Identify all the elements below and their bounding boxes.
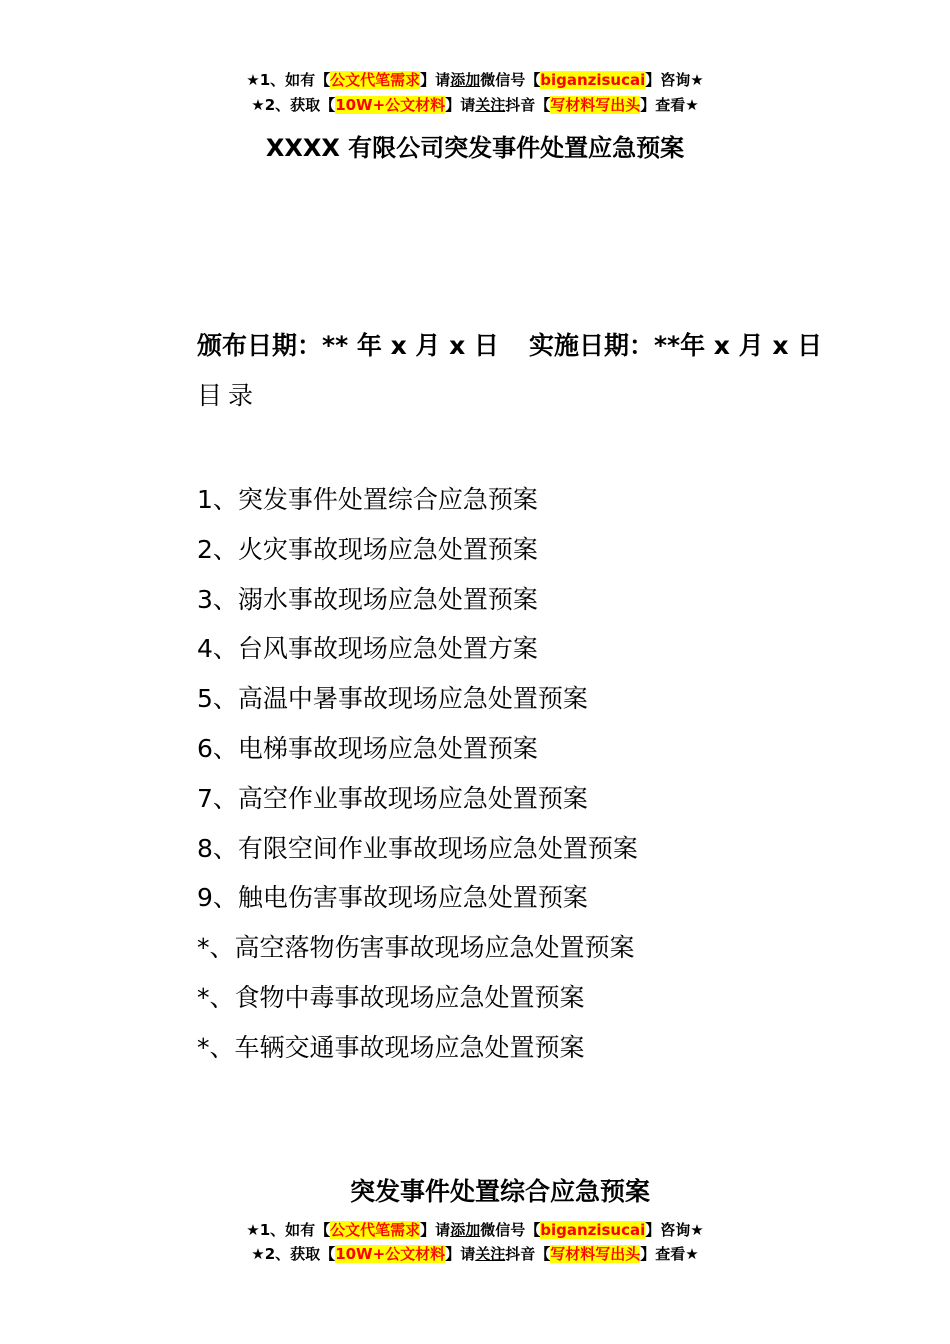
publish-date-label: 颁布日期： [197, 331, 323, 360]
notice-text: 抖音【 [505, 1245, 551, 1263]
highlight-douyin: 写材料写出头 [550, 96, 641, 114]
notice-text: 】咨询★ [645, 71, 704, 89]
highlight-service: 公文代笔需求 [330, 71, 421, 89]
notice-text: 】请 [420, 71, 451, 89]
toc-item: 9、触电伤害事故现场应急处置预案 [197, 883, 588, 913]
toc-item: *、高空落物伤害事故现场应急处置预案 [197, 933, 635, 963]
bottom-notice-line-2 [0, 1243, 950, 1265]
toc-item: 2、火灾事故现场应急处置预案 [197, 534, 538, 564]
notice-text: 】查看★ [640, 96, 699, 114]
bottom-notice-line-1 [0, 1219, 950, 1241]
notice-text: 】查看★ [640, 1245, 699, 1263]
top-notice-line-1 [0, 69, 950, 91]
document-title: XXXX 有限公司突发事件处置应急预案 [265, 134, 685, 162]
toc-list [197, 475, 638, 1073]
notice-text: 抖音【 [505, 96, 551, 114]
toc-item: 1、突发事件处置综合应急预案 [197, 485, 538, 514]
section-title: 突发事件处置综合应急预案 [349, 1177, 650, 1206]
notice-underline: 关注 [475, 96, 506, 114]
notice-text: 微信号【 [480, 1221, 541, 1239]
notice-underline: 关注 [475, 1245, 506, 1263]
notice-text: ★1、如有【 [246, 71, 331, 89]
toc-heading: 目录 [197, 381, 260, 410]
notice-text: 】咨询★ [645, 1221, 704, 1239]
notice-text: ★1、如有【 [246, 1221, 331, 1239]
publish-date-value: ** 年 x 月 x 日 [322, 331, 499, 360]
notice-text: ★2、获取【 [251, 96, 336, 114]
highlight-wechat-id: biganzisucai [540, 71, 646, 89]
notice-text: 】请 [445, 96, 476, 114]
effective-date-label: 实施日期： [528, 331, 654, 360]
effective-date-value: **年 x 月 x 日 [653, 331, 823, 360]
toc-item: 6、电梯事故现场应急处置预案 [197, 733, 538, 763]
toc-item: 3、溺水事故现场应急处置预案 [197, 584, 538, 614]
highlight-service: 公文代笔需求 [330, 1221, 421, 1239]
notice-underline: 添加 [450, 1221, 481, 1239]
toc-item: 5、高温中暑事故现场应急处置预案 [197, 684, 588, 714]
notice-text: 】请 [420, 1221, 451, 1239]
toc-item: 8、有限空间作业事故现场应急处置预案 [197, 833, 638, 863]
notice-text: 微信号【 [480, 71, 541, 89]
toc-item: 4、台风事故现场应急处置方案 [197, 634, 538, 664]
toc-item: 7、高空作业事故现场应急处置预案 [197, 783, 588, 813]
notice-text: ★2、获取【 [251, 1245, 336, 1263]
toc-item: *、车辆交通事故现场应急处置预案 [197, 1032, 585, 1062]
top-notice-line-2 [0, 94, 950, 116]
highlight-materials: 10W+公文材料 [335, 1245, 446, 1263]
highlight-wechat-id: biganzisucai [540, 1221, 646, 1239]
notice-underline: 添加 [450, 71, 481, 89]
dates-line [197, 326, 822, 362]
highlight-materials: 10W+公文材料 [335, 96, 446, 114]
toc-item: *、食物中毒事故现场应急处置预案 [197, 982, 585, 1012]
highlight-douyin: 写材料写出头 [550, 1245, 641, 1263]
notice-text: 】请 [445, 1245, 476, 1263]
